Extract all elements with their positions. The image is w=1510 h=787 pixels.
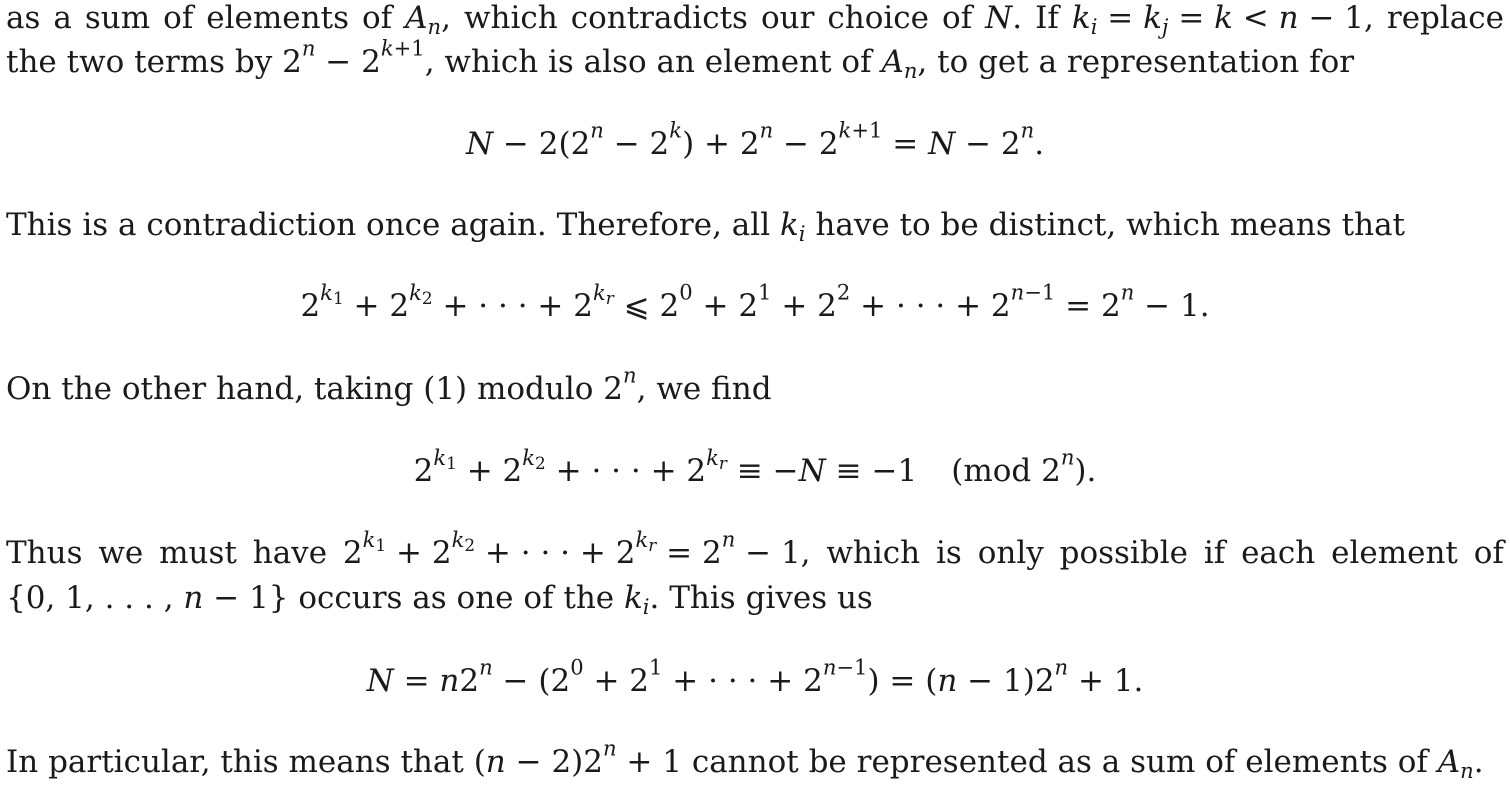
equation-1: $N - 2(2^n - 2^k) + 2^n - 2^{k+1} = N - 2^n$. xyxy=(465,117,1045,162)
paragraph-line-1: as a sum of elements of $A_n$, which contradicts our choice of N. If $k_i = k_j = k < n - 1$, replace xyxy=(6,0,1504,39)
equation-3: $2^{k_1} + 2^{k_2}$ + · · · + $2^{k_r} \equiv -N \equiv -1$ (mod 2$^n$). xyxy=(413,444,1097,489)
paragraph-line-5: Thus we must have $2^{k_1} + 2^{k_2}$ + · · · + $2^{k_r} = 2^n - 1$, which is only possible if each element of xyxy=(6,526,1504,571)
equation-2: $2^{k_1} + 2^{k_2}$ + · · · + $2^{k_r}$ ⩽ $2^0 + 2^1 + 2^2$ + · · · + $2^{n-1} = 2^n - 1$. xyxy=(300,279,1210,324)
paragraph-line-2: the two terms by $2^n - 2^{k+1}$, which is also an element of $A_n$, to get a representation for xyxy=(6,35,1355,83)
paragraph-4: On the other hand, taking (1) modulo 2$^n$, we find xyxy=(6,362,772,407)
paragraph-line-6: {0, 1, . . . , n − 1} occurs as one of the $k_i$. This gives us xyxy=(6,580,873,619)
equation-4: $N = n2^n - (2^0 + 2^1$ + · · · + $2^{n-1}) = (n - 1)2^n + 1$. xyxy=(366,654,1144,699)
paragraph-7: In particular, this means that $(n - 2)2^n + 1$ cannot be represented as a sum of elements of $A_n$. xyxy=(6,735,1484,783)
paragraph-3: This is a contradiction once again. Therefore, all $k_i$ have to be distinct, which means that xyxy=(6,207,1406,246)
